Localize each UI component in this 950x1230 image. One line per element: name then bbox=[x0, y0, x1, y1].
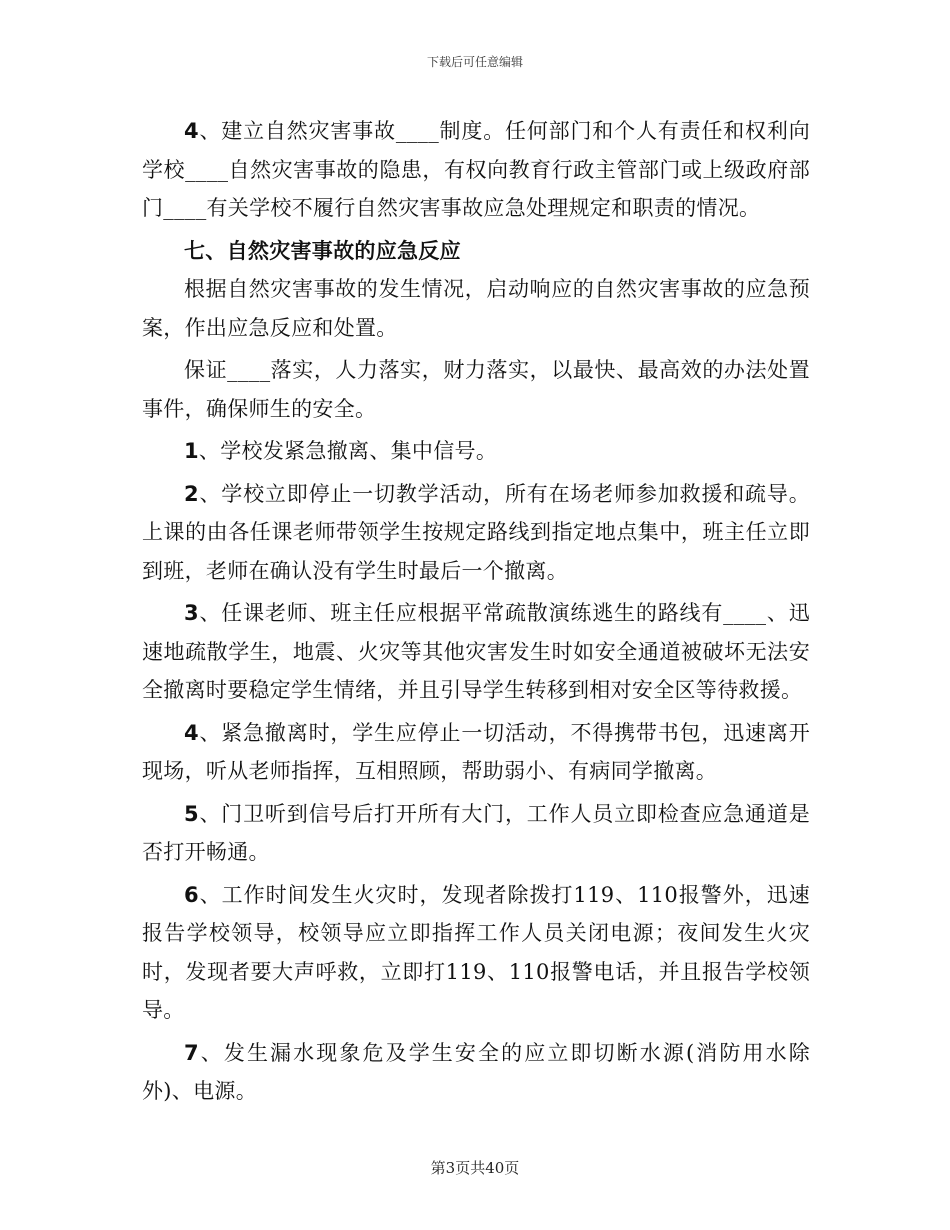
item-text: 、学校立即停止一切教学活动，所有在场老师参加救援和疏导。上课的由各任课老师带领学生按规定路线到指定地点集中，班主任立即到班，老师在确认没有学生时最后一个撤离。 bbox=[142, 481, 810, 583]
list-item bbox=[142, 594, 810, 710]
page-header-note: 下载后可任意编辑 bbox=[426, 55, 523, 69]
item-number: 4 bbox=[184, 119, 199, 143]
item-number: 5 bbox=[184, 801, 199, 826]
item-number: 6 bbox=[184, 882, 199, 907]
list-item bbox=[142, 876, 810, 1030]
list-item bbox=[142, 475, 810, 591]
item-number: 7 bbox=[184, 1040, 199, 1065]
section-intro-2: 保证____落实，人力落实，财力落实，以最快、最高效的办法处置事件，确保师生的安全。 bbox=[142, 358, 810, 421]
item-number: 2 bbox=[184, 481, 199, 506]
item-text: 、工作时间发生火灾时，发现者除拨打119、110报警外，迅速报告学校领导，校领导应立即指挥工作人员关闭电源；夜间发生火灾时，发现者要大声呼救，立即打119、110报警电话，并且报告学校领导。 bbox=[142, 882, 810, 1022]
section-intro-1: 根据自然灾害事故的发生情况，启动响应的自然灾害事故的应急预案，作出应急反应和处置。 bbox=[142, 277, 810, 340]
item-number: 3 bbox=[184, 601, 199, 625]
item-text: 、门卫听到信号后打开所有大门，工作人员立即检查应急通道是否打开畅通。 bbox=[142, 801, 810, 864]
item-text: 、发生漏水现象危及学生安全的应立即切断水源(消防用水除外)、电源。 bbox=[142, 1040, 810, 1103]
list-item bbox=[142, 714, 810, 791]
item-number: 1 bbox=[184, 439, 199, 463]
item-text: 、任课老师、班主任应根据平常疏散演练逃生的路线有____、迅速地疏散学生，地震、火灾等其他灾害发生时如安全通道被破坏无法安全撤离时要稳定学生情绪，并且引导学生转移到相对安全区等待救援。 bbox=[142, 601, 810, 702]
list-item bbox=[142, 795, 810, 872]
item-text: 、紧急撤离时，学生应停止一切活动，不得携带书包，迅速离开现场，听从老师指挥，互相照顾，帮助弱小、有病同学撤离。 bbox=[142, 720, 810, 783]
section-heading: 七、自然灾害事故的应急反应 bbox=[184, 238, 461, 263]
document-body bbox=[142, 112, 810, 1115]
paragraph-text: 、建立自然灾害事故____制度。任何部门和个人有责任和权利向学校____自然灾害事故的隐患，有权向教育行政主管部门或上级政府部门____有关学校不履行自然灾害事故应急处理规定和职责的情况。 bbox=[142, 119, 810, 220]
item-number: 4 bbox=[184, 720, 199, 745]
item-text: 、学校发紧急撤离、集中信号。 bbox=[198, 439, 498, 463]
page-footer-number: 第3页共40页 bbox=[430, 1159, 520, 1177]
paragraph-item-4-system bbox=[142, 112, 810, 228]
list-item bbox=[142, 1034, 810, 1111]
list-item bbox=[142, 432, 810, 471]
